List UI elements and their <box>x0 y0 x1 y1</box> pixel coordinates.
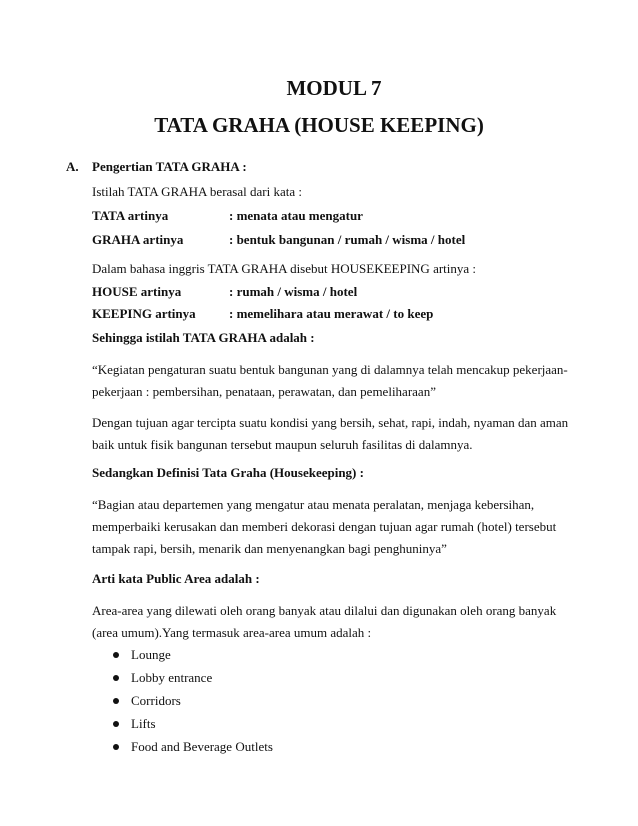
quote-line: “Kegiatan pengaturan suatu bentuk bangunan yang di dalamnya telah mencakup pekerjaan- <box>92 362 568 377</box>
list-item: Corridors <box>131 693 181 708</box>
definition-term: TATA artinya <box>92 208 169 223</box>
subheading-public-area: Arti kata Public Area adalah : <box>92 571 260 586</box>
quote-line: tampak rapi, bersih, menarik dan menyenangkan bagi penghuninya” <box>92 541 447 556</box>
paragraph-line: baik untuk fisik bangunan tersebut maupun seluruh fasilitas di dalamnya. <box>92 437 473 452</box>
paragraph-line: Area-area yang dilewati oleh orang banyak atau dilalui dan digunakan oleh orang banyak <box>92 603 557 618</box>
bullet-icon <box>113 675 119 681</box>
list-item: Lounge <box>131 647 171 662</box>
definition-meaning: : menata atau mengatur <box>229 208 363 223</box>
definition-meaning: : memelihara atau merawat / to keep <box>229 306 434 321</box>
definition-meaning: : rumah / wisma / hotel <box>229 284 358 299</box>
bullet-icon <box>113 652 119 658</box>
subheading-definition: Sedangkan Definisi Tata Graha (Housekeeping) : <box>92 465 364 480</box>
intro-text-2: Dalam bahasa inggris TATA GRAHA disebut HOUSEKEEPING artinya : <box>92 261 477 276</box>
quote-line: pekerjaan : pembersihan, penataan, perawatan, dan pemeliharaan” <box>92 384 436 399</box>
module-title: MODUL 7 <box>286 76 382 100</box>
paragraph-line: (area umum).Yang termasuk area-area umum adalah : <box>92 625 372 640</box>
definition-term: HOUSE artinya <box>92 284 182 299</box>
section-heading: Pengertian TATA GRAHA : <box>92 159 247 174</box>
definition-term: GRAHA artinya <box>92 232 184 247</box>
definition-term: KEEPING artinya <box>92 306 196 321</box>
list-item: Food and Beverage Outlets <box>131 739 273 754</box>
module-subtitle: TATA GRAHA (HOUSE KEEPING) <box>154 113 484 137</box>
section-letter: A. <box>66 159 79 174</box>
quote-line: “Bagian atau departemen yang mengatur atau menata peralatan, menjaga kebersihan, <box>92 497 535 512</box>
list-item: Lobby entrance <box>131 670 213 685</box>
definition-meaning: : bentuk bangunan / rumah / wisma / hotel <box>229 232 466 247</box>
bullet-icon <box>113 744 119 750</box>
quote-line: memperbaiki kerusakan dan memberi dekorasi dengan tujuan agar rumah (hotel) tersebut <box>92 519 557 534</box>
subheading-tata-graha: Sehingga istilah TATA GRAHA adalah : <box>92 330 315 345</box>
bullet-icon <box>113 698 119 704</box>
intro-text: Istilah TATA GRAHA berasal dari kata : <box>92 184 302 199</box>
bullet-icon <box>113 721 119 727</box>
paragraph-line: Dengan tujuan agar tercipta suatu kondisi yang bersih, sehat, rapi, indah, nyaman dan aman <box>92 415 569 430</box>
list-item: Lifts <box>131 716 156 731</box>
